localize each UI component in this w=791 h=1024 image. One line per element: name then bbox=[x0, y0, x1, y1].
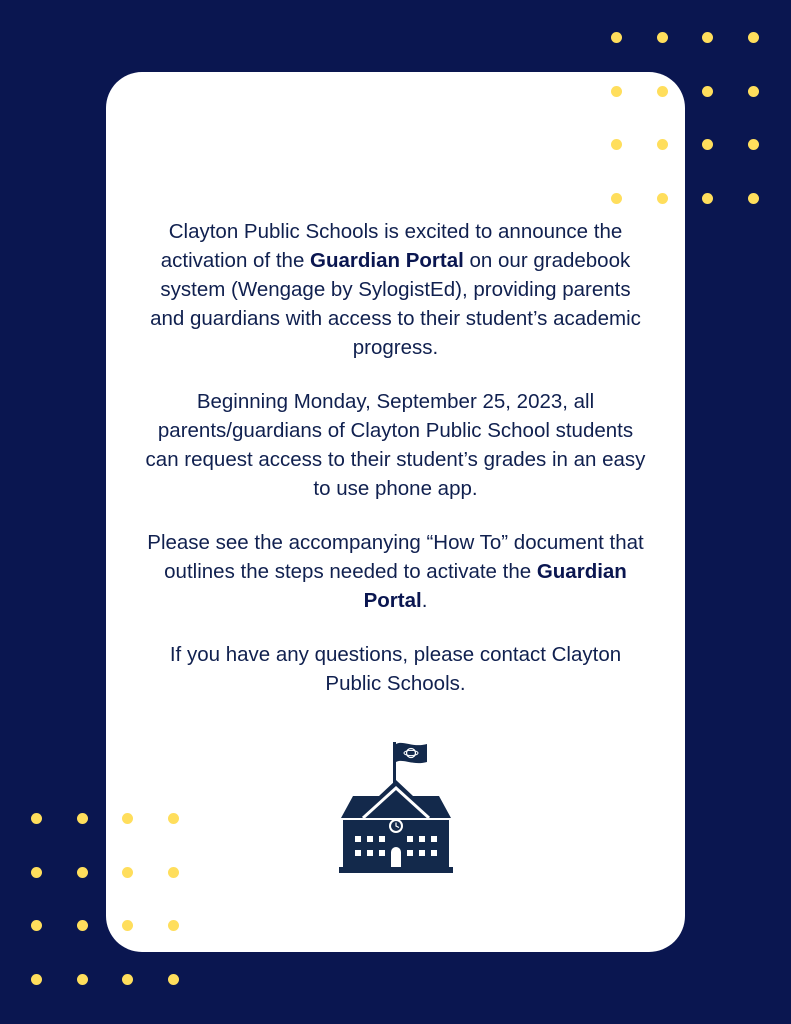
decorative-dot bbox=[657, 139, 668, 150]
decorative-dot bbox=[657, 86, 668, 97]
school-building-icon bbox=[339, 740, 453, 874]
decorative-dot bbox=[748, 193, 759, 204]
decorative-dot bbox=[702, 193, 713, 204]
portal-name-emphasis: Guardian Portal bbox=[363, 560, 627, 612]
decorative-dot bbox=[702, 32, 713, 43]
decorative-dot bbox=[748, 86, 759, 97]
decorative-dot bbox=[31, 867, 42, 878]
clock-icon bbox=[389, 819, 403, 833]
decorative-dot bbox=[122, 867, 133, 878]
announcement-card bbox=[106, 72, 685, 952]
decorative-dot bbox=[122, 813, 133, 824]
decorative-dot bbox=[77, 974, 88, 985]
decorative-dot bbox=[611, 139, 622, 150]
decorative-dot bbox=[657, 193, 668, 204]
paragraph-start-date: Beginning Monday, September 25, 2023, all parents/guardians of Clayton Public School students can request access to their student’s grades in an easy to use phone app. bbox=[145, 390, 646, 500]
flag-icon bbox=[393, 742, 427, 786]
paragraph-how-to: Please see the accompanying “How To” document that outlines the steps needed to activate the Guardian Portal. bbox=[147, 531, 644, 612]
decorative-dot bbox=[611, 32, 622, 43]
decorative-dot bbox=[748, 32, 759, 43]
paragraph-intro: Clayton Public Schools is excited to announce the activation of the Guardian Portal on our gradebook system (Wengage by SylogistEd), providing parents and guardians with access to their student’s academic progress. bbox=[150, 220, 641, 359]
portal-name-emphasis: Guardian Portal bbox=[310, 249, 464, 272]
decorative-dot bbox=[31, 813, 42, 824]
decorative-dot bbox=[168, 867, 179, 878]
decorative-dot bbox=[611, 86, 622, 97]
decorative-dot bbox=[748, 139, 759, 150]
decorative-dot bbox=[31, 920, 42, 931]
decorative-dot bbox=[168, 920, 179, 931]
decorative-dot bbox=[702, 139, 713, 150]
decorative-dot bbox=[611, 193, 622, 204]
decorative-dot bbox=[31, 974, 42, 985]
paragraph-contact: If you have any questions, please contact Clayton Public Schools. bbox=[169, 643, 622, 695]
decorative-dot bbox=[77, 813, 88, 824]
decorative-dot bbox=[168, 974, 179, 985]
announcement-text bbox=[106, 217, 685, 723]
decorative-dot bbox=[702, 86, 713, 97]
decorative-dot bbox=[122, 974, 133, 985]
decorative-dot bbox=[657, 32, 668, 43]
decorative-dot bbox=[77, 867, 88, 878]
decorative-dot bbox=[77, 920, 88, 931]
decorative-dot bbox=[168, 813, 179, 824]
decorative-dot bbox=[122, 920, 133, 931]
